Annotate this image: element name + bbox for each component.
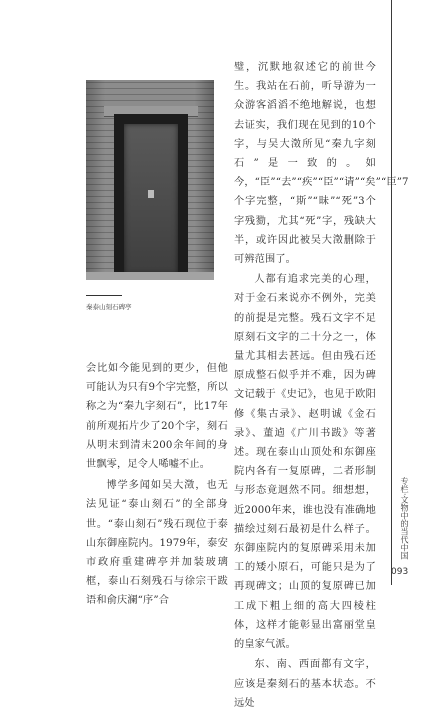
stone-stele — [124, 124, 178, 274]
stele-inscription-fragment — [148, 190, 154, 198]
figure-caption: 秦泰山刻石碑亭 — [86, 303, 132, 311]
right-paragraph-1: 璧，沉默地叙述它的前世今生。我站在石前，听导游为一众游客滔滔不绝地解说，也想去证实，我们现在见到的10个字，与吴大澂所见“秦九字刻石”是一致的。如今，“臣”“去”“疾”“臣”“请”“矣”“臣”7个字完整，“斯”“昧”“死”3个字残勠，尤其“死”字，残缺大半，或许因此被吴大澂删除于可辨范围了。 — [234, 62, 409, 266]
section-label: 专栏·文物中的当代中国 — [400, 477, 409, 560]
pavilion-ground — [86, 272, 214, 280]
caption-rule — [86, 295, 122, 296]
margin-rule — [391, 0, 392, 585]
page-number: 093 — [391, 567, 409, 577]
left-paragraph-1: 会比如今能见到的更少，但他可能认为只有9个字完整，所以称之为“秦九字刻石”，比17年前所观拓片少了20个字，刻石从明末到清末200余年间的身世飘零，足令人唏嘘不止。 — [86, 363, 228, 471]
left-paragraph-2: 博学多闻如吴大澂，也无法见证“泰山刻石”的全部身世。“泰山刻石”残石现位于泰山东御座院内。1979年，泰安市政府重建碑亭并加装玻璃框，泰山石刻残石与徐宗干跋语和俞庆澜“序”合 — [86, 480, 228, 607]
right-paragraph-3: 东、南、西面都有文字，应该是秦刻石的基本状态。不远处 — [234, 659, 376, 709]
stele-pavilion-photo — [86, 80, 214, 280]
right-paragraph-2: 人都有追求完美的心理，对于金石来说亦不例外，完美的前提是完整。残石文字不足原刻石文字的二十分之一，体量尤其相去甚远。但由残石还原成整石似乎并不难，因为碑文记载于《史记》，也见于欧阳修《集古录》、赵明诚《金石录》、董逌《广川书跋》等著述。现在泰山山顶处和东御座院内各有一复原碑，二者形制与形态竟迥然不同。细想想，近2000年来，谁也没有准确地描绘过刻石最初是什么样子。东御座院内的复原碑采用未加工的矮小原石，可能只是为了再现碑文；山顶的复原碑已加工成下粗上细的高大四棱柱体，这样才能彰显出富丽堂皇的皇家气派。 — [234, 274, 376, 651]
left-text-column — [86, 359, 228, 611]
